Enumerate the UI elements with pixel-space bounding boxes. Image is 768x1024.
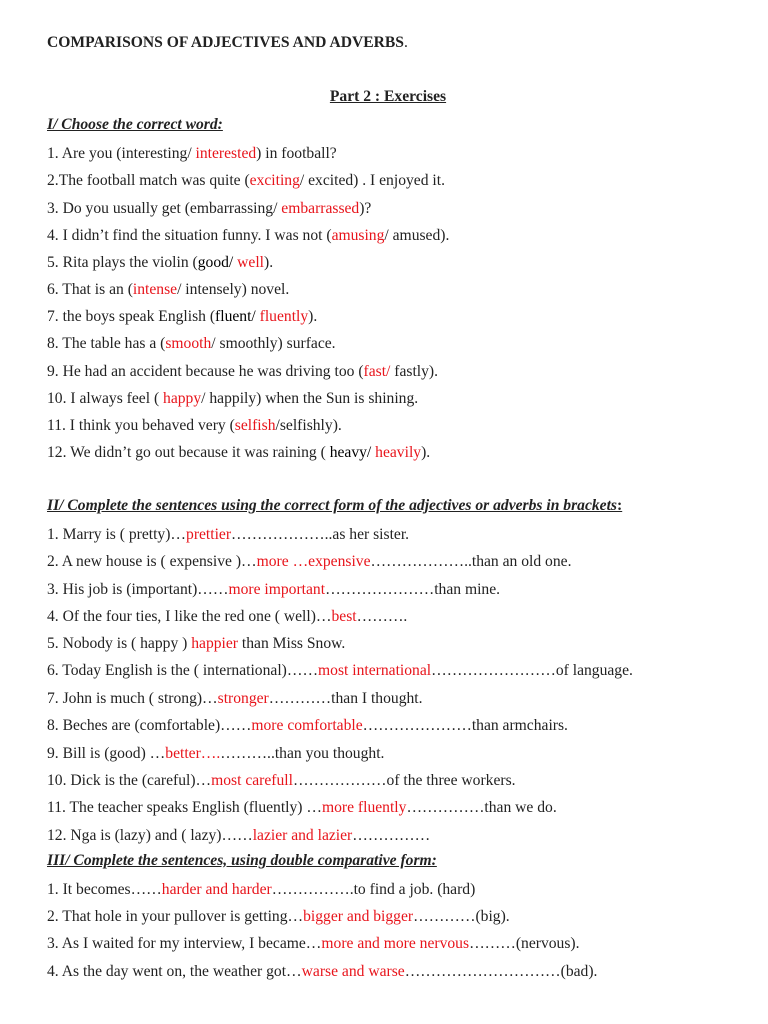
document-title-text: COMPARISONS OF ADJECTIVES AND ADVERBS — [47, 34, 404, 51]
answer-text: more and more nervous — [321, 935, 470, 952]
exercise-text: ………..than you thought. — [220, 745, 385, 762]
exercise-text: 11. I think you behaved very ( — [47, 417, 235, 434]
exercise-text: 3. His job is (important)…… — [47, 581, 229, 598]
exercise-line — [47, 689, 423, 709]
answer-text: selfish — [234, 417, 276, 434]
exercise-line — [47, 934, 580, 954]
answer-text: intense — [132, 281, 178, 298]
exercise-text: / excited) . I enjoyed it. — [299, 172, 445, 189]
document-title-period: . — [403, 34, 408, 51]
answer-text: amusing — [331, 227, 385, 244]
option-text: good/ — [197, 254, 238, 271]
exercise-text: than Miss Snow. — [238, 635, 346, 652]
exercise-text: ………………..as her sister. — [231, 526, 410, 543]
exercise-text: 2.The football match was quite ( — [47, 172, 250, 189]
exercise-text: 3. As I waited for my interview, I became… — [47, 935, 322, 952]
exercise-line — [47, 199, 371, 219]
answer-text: interested — [195, 145, 257, 162]
exercise-text: 1. It becomes…… — [47, 881, 162, 898]
exercise-text: / smoothly) surface. — [211, 335, 336, 352]
exercise-line — [47, 362, 438, 382]
part-heading: Part 2 : Exercises — [329, 88, 447, 105]
answer-text: fluently — [259, 308, 309, 325]
exercise-text: / amused). — [384, 227, 450, 244]
exercise-text: 4. As the day went on, the weather got… — [47, 963, 302, 980]
answer-text: embarrassed — [281, 200, 360, 217]
answer-text: more important — [228, 581, 326, 598]
answer-text: well — [237, 254, 265, 271]
exercise-text: )? — [359, 200, 372, 217]
exercise-line — [47, 716, 568, 736]
exercise-line — [47, 334, 336, 354]
answer-text: exciting — [249, 172, 300, 189]
exercise-text: 1. Marry is ( pretty)… — [47, 526, 187, 543]
exercise-text: /selfishly). — [275, 417, 342, 434]
exercise-line — [47, 771, 516, 791]
exercise-text: 6. That is an ( — [47, 281, 133, 298]
exercise-text: ……………………of language. — [431, 662, 633, 679]
answer-text: prettier — [186, 526, 232, 543]
answer-text: best — [331, 608, 357, 625]
exercise-line — [47, 253, 273, 273]
answer-text: more fluently — [321, 799, 407, 816]
exercise-text: 12. We didn’t go out because it was raining ( — [47, 444, 330, 461]
exercise-line — [47, 443, 430, 463]
answer-text: stronger — [217, 690, 269, 707]
exercise-text: 7. John is much ( strong)… — [47, 690, 218, 707]
answer-text: heavily — [375, 444, 422, 461]
exercise-text: ………. — [356, 608, 408, 625]
exercise-text: 3. Do you usually get (embarrassing/ — [47, 200, 282, 217]
exercise-text: 4. I didn’t find the situation funny. I was not ( — [47, 227, 332, 244]
exercise-line — [47, 634, 345, 654]
answer-text: harder and harder — [161, 881, 272, 898]
section-2-heading-text: II/ Complete the sentences using the correct form of the adjectives or adverbs in brackets — [47, 497, 617, 514]
exercise-text: / happily) when the Sun is shining. — [201, 390, 419, 407]
answer-text: happy — [163, 390, 202, 407]
exercise-line — [47, 144, 337, 164]
exercise-text: …………… — [352, 827, 431, 844]
exercise-line — [47, 307, 317, 327]
exercise-text: ) in football? — [256, 145, 337, 162]
exercise-text: 4. Of the four ties, I like the red one ( well)… — [47, 608, 332, 625]
exercise-text: 8. Beches are (comfortable)…… — [47, 717, 252, 734]
answer-text: more comfortable — [251, 717, 363, 734]
answer-text: bigger and bigger — [303, 908, 414, 925]
exercise-line — [47, 744, 384, 764]
exercise-line — [47, 798, 557, 818]
exercise-line — [47, 226, 449, 246]
section-2-heading-colon: : — [617, 497, 623, 514]
answer-text: lazier and lazier — [252, 827, 353, 844]
answer-text: smooth — [165, 335, 212, 352]
exercise-text: ). — [264, 254, 274, 271]
exercise-line — [47, 880, 475, 900]
exercise-text: …………(big). — [413, 908, 510, 925]
exercise-text: ………………..than an old one. — [370, 553, 572, 570]
exercise-text: 2. A new house is ( expensive )… — [47, 553, 257, 570]
exercise-text: ……………than we do. — [406, 799, 557, 816]
exercise-line — [47, 907, 510, 927]
section-2-heading — [47, 497, 622, 515]
exercise-line — [47, 280, 289, 300]
exercise-text: ). — [421, 444, 431, 461]
answer-text: most international — [318, 662, 432, 679]
exercise-text: …………than I thought. — [268, 690, 423, 707]
answer-text: more …expensive — [256, 553, 371, 570]
answer-text: most carefull — [211, 772, 293, 789]
exercise-line — [47, 826, 430, 846]
exercise-text: 7. the boys speak English ( — [47, 308, 216, 325]
exercise-text: 5. Nobody is ( happy ) — [47, 635, 192, 652]
option-text: heavy/ — [329, 444, 376, 461]
exercise-line — [47, 552, 571, 572]
exercise-text: …………………than armchairs. — [362, 717, 568, 734]
exercise-line — [47, 389, 418, 409]
exercise-text: 8. The table has a ( — [47, 335, 166, 352]
exercise-text: 6. Today English is the ( international)…… — [47, 662, 319, 679]
answer-text: fast/ — [363, 363, 391, 380]
exercise-text: ………(nervous). — [469, 935, 580, 952]
exercise-line — [47, 607, 407, 627]
document-title — [47, 34, 408, 52]
exercise-text: …………………than mine. — [325, 581, 501, 598]
exercise-text: ). — [308, 308, 318, 325]
section-3-heading: III/ Complete the sentences, using double comparative form: — [47, 852, 437, 869]
exercise-line — [47, 171, 445, 191]
exercise-text: 10. Dick is the (careful)… — [47, 772, 212, 789]
exercise-line — [47, 525, 409, 545]
exercise-text: 1. Are you (interesting/ — [47, 145, 196, 162]
answer-text: better…. — [165, 745, 221, 762]
exercise-line — [47, 580, 500, 600]
exercise-text: / intensely) novel. — [177, 281, 290, 298]
section-1-heading: I/ Choose the correct word: — [47, 116, 223, 133]
exercise-text: 10. I always feel ( — [47, 390, 164, 407]
exercise-text: 9. Bill is (good) … — [47, 745, 166, 762]
exercise-text: …………….to find a job. (hard) — [271, 881, 476, 898]
exercise-text: 5. Rita plays the violin ( — [47, 254, 198, 271]
option-text: fluent/ — [215, 308, 260, 325]
exercise-text: 9. He had an accident because he was driving too ( — [47, 363, 364, 380]
exercise-line — [47, 416, 342, 436]
exercise-line — [47, 661, 633, 681]
exercise-text: fastly). — [390, 363, 439, 380]
answer-text: happier — [191, 635, 238, 652]
exercise-text: ………………of the three workers. — [292, 772, 516, 789]
exercise-text: 11. The teacher speaks English (fluently) … — [47, 799, 322, 816]
exercise-line — [47, 962, 597, 982]
exercise-text: 2. That hole in your pullover is getting… — [47, 908, 304, 925]
exercise-text: …………………………(bad). — [404, 963, 598, 980]
answer-text: warse and warse — [301, 963, 405, 980]
exercise-text: 12. Nga is (lazy) and ( lazy)…… — [47, 827, 253, 844]
